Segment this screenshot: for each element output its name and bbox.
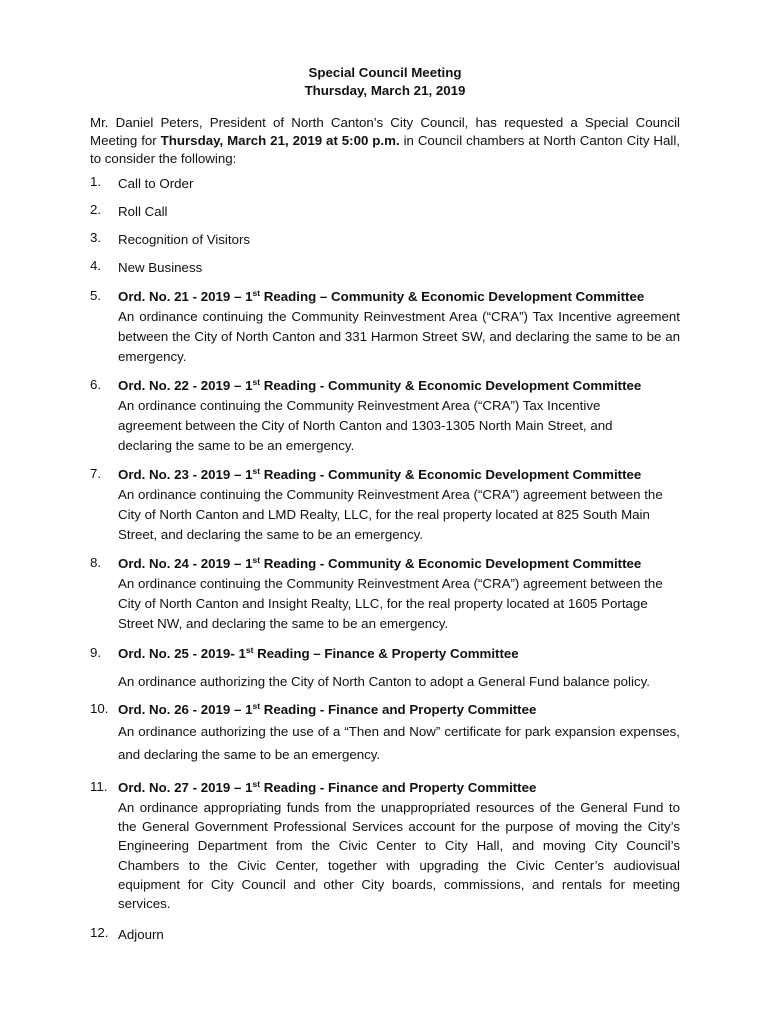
meeting-date: Thursday, March 21, 2019	[304, 83, 466, 98]
ordinance-heading: Ord. No. 27 - 2019 – 1st Reading - Finance and Property Committee	[118, 779, 537, 795]
ordinance-description: An ordinance authorizing the City of North Canton to adopt a General Fund balance policy.	[118, 674, 650, 689]
agenda-item-label: Roll Call	[118, 204, 168, 219]
ordinance-heading: Ord. No. 23 - 2019 – 1st Reading - Community & Economic Development Committee	[118, 466, 642, 482]
ordinance-description: An ordinance authorizing the use of a “Then and Now” certificate for park expansion expenses, and declaring the same to be an emergency.	[118, 724, 680, 762]
ordinance-heading: Ord. No. 25 - 2019- 1st Reading – Finance & Property Committee	[118, 645, 519, 661]
agenda-item-label: Adjourn	[118, 927, 164, 942]
ordinance-description: An ordinance continuing the Community Reinvestment Area (“CRA”) Tax Incentive agreement between the City of North Canton and 1303-1305 North Main Street, and declaring the same to be an emergency.	[118, 398, 613, 453]
ordinance-description: An ordinance appropriating funds from the unappropriated resources of the General Fund to the General Government Professional Services account for the purpose of moving the City’s Engineering Department from the Civic Center to City Hall, and moving City Council’s Chambers to the Civic Center, together with upgrading the Civic Center’s audiovisual equipment for City Council and other City boards, commissions, and rentals for meeting services.	[118, 800, 680, 912]
meeting-datetime: Thursday, March 21, 2019 at 5:00 p.m.	[160, 133, 400, 148]
page-title: Special Council Meeting	[308, 65, 462, 80]
ordinance-heading: Ord. No. 21 - 2019 – 1st Reading – Community & Economic Development Committee	[118, 288, 645, 304]
ordinance-heading: Ord. No. 22 - 2019 – 1st Reading - Community & Economic Development Committee	[118, 377, 642, 393]
intro-paragraph: Mr. Daniel Peters, President of North Canton’s City Council, has requested a Special Council Meeting for Thursday, March 21, 2019 at 5:00 p.m. in Council chambers at North Canton City Hall, to consider the following:	[90, 115, 680, 166]
ordinance-description: An ordinance continuing the Community Reinvestment Area (“CRA”) agreement between the City of North Canton and LMD Realty, LLC, for the real property located at 825 South Main Street, and declaring the same to be an emergency.	[118, 487, 663, 542]
ordinance-description: An ordinance continuing the Community Reinvestment Area (“CRA”) agreement between the City of North Canton and Insight Realty, LLC, for the real property located at 1605 Portage Street NW, and declaring the same to be an emergency.	[118, 576, 663, 631]
agenda-item-label: Call to Order	[118, 176, 194, 191]
ordinance-description: An ordinance continuing the Community Reinvestment Area (“CRA”) Tax Incentive agreement between the City of North Canton and 331 Harmon Street SW, and declaring the same to be an emergency.	[118, 309, 680, 364]
document-page: Special Council Meeting Thursday, March 21, 2019 Mr. Daniel Peters, President of North Canton’s City Council, has requested a Special Council Meeting for Thursday, March 21, 2019 at 5:00 p.m. in Council chambers at North Canton City Hall, to consider the following: 1. Call to Order 2. Roll Call 3. Recognition of Visitors 4. New Business 5. Ord. No. 21 - 2019 – 1st Reading – Community & Economic Development Committee An ordinance continuing the Community Reinvestment Area (“CRA”) Tax Incentive agreement between the City of North Canton and 331 Harmon Street SW, and declaring the same to be an emergency. 6. Ord. No. 22 - 2019 – 1st Reading - Community & Economic Development Committee An ordinance continuing the Community Reinvestment Area (“CRA”) Tax Incentive agreement between the City of North Canton and 1303-1305 North Main Street, and declaring the same to be an emergency. 7. Ord. No. 23 - 2019 – 1st Reading - Community & Economic Development Committee An ordinance continuing the Community Reinvestment Area (“CRA”) agreement between the City of North Canton and LMD Realty, LLC, for the real property located at 825 South Main Street, and declaring the same to be an emergency. 8. Ord. No. 24 - 2019 – 1st Reading - Community & Economic Development Committee An ordinance continuing the Community Reinvestment Area (“CRA”) agreement between the City of North Canton and Insight Realty, LLC, for the real property located at 1605 Portage Street NW, and declaring the same to be an emergency. 9. Ord. No. 25 - 2019- 1st Reading – Finance & Property Committee An ordinance authorizing the City of North Canton to adopt a General Fund balance policy. 10. Ord. No. 26 - 2019 – 1st Reading - Finance and Property Committee An ordinance authorizing the use of a “Then and Now” certificate for park expansion expenses, and declaring the same to be an emergency. 11. Ord. No. 27 - 2019 – 1st Reading - Finance and Property Committee An ordinance appropriating funds from the unappropriated resources of the General Fund to the General Government Professional Services account for the purpose of moving the City’s Engineering Department from the Civic Center to City Hall, and moving City Council’s Chambers to the Civic Center, together with upgrading the Civic Center’s audiovisual equipment for City Council and other City boards, commissions, and rentals for meeting services. 12. Adjourn	[0, 0, 770, 1024]
agenda-item-label: Recognition of Visitors	[118, 232, 251, 247]
ordinance-heading: Ord. No. 24 - 2019 – 1st Reading - Community & Economic Development Committee	[118, 555, 642, 571]
agenda-item-label: New Business	[118, 260, 203, 275]
ordinance-heading: Ord. No. 26 - 2019 – 1st Reading - Finance and Property Committee	[118, 701, 537, 717]
